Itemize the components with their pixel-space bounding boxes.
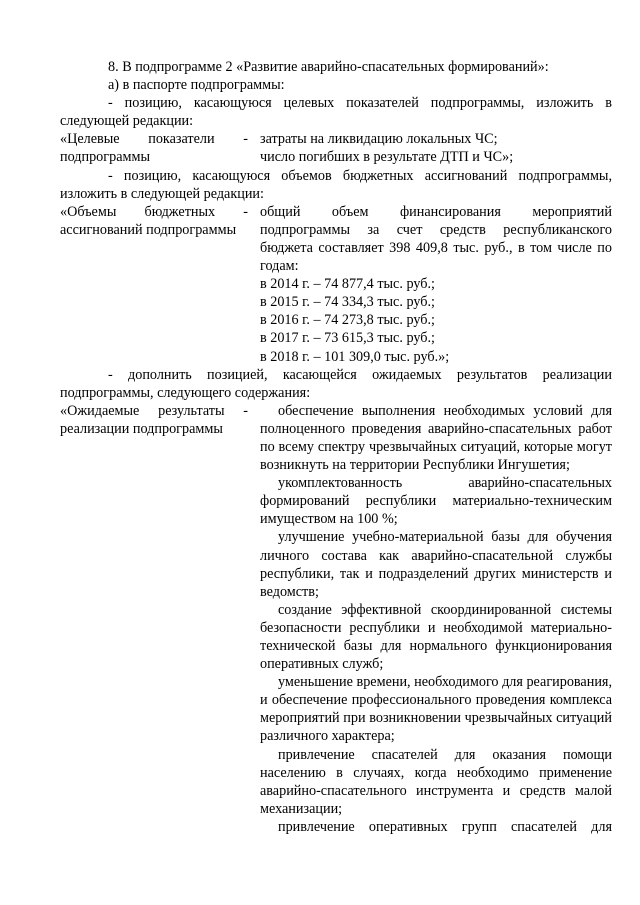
item-budget-intro: - позицию, касающуюся объемов бюджетных ассигнований подпрограммы, изложить в следующей редакции: bbox=[60, 167, 612, 202]
targets-label: «Целевые показатели - подпрограммы bbox=[60, 131, 248, 166]
result-paragraph: обеспечение выполнения необходимых условий для полноценного проведения аварийно-спасательных работ по всему спектру чрезвычайных ситуаций, которые могут возникнуть на территории Республики Ингушетия; bbox=[260, 402, 612, 474]
document-page bbox=[60, 58, 612, 836]
targets-label-cell bbox=[60, 130, 248, 166]
results-value-cell bbox=[260, 402, 612, 836]
budget-year: в 2014 г. – 74 877,4 тыс. руб.; bbox=[260, 276, 435, 293]
target-line: затраты на ликвидацию локальных ЧС; bbox=[260, 131, 498, 148]
budget-year: в 2015 г. – 74 334,3 тыс. руб.; bbox=[260, 294, 435, 311]
item-targets-intro: - позицию, касающуюся целевых показателей подпрограммы, изложить в следующей редакции: bbox=[60, 95, 612, 130]
results-label: «Ожидаемые результаты - реализации подпрограммы bbox=[60, 402, 248, 437]
result-paragraph: уменьшение времени, необходимого для реагирования, и обеспечение профессионального проведения комплекса мероприятий при возникновении чрезвычайных ситуаций различного характера; bbox=[260, 674, 612, 745]
budget-label-cell bbox=[60, 203, 248, 366]
result-paragraph: укомплектованность аварийно-спасательных формирований республики материально-техническим имуществом на 100 %; bbox=[260, 475, 612, 528]
budget-label: «Объемы бюджетных - ассигнований подпрограммы bbox=[60, 203, 248, 238]
section-heading: 8. В подпрограмме 2 «Развитие аварийно-спасательных формирований»: bbox=[108, 59, 549, 75]
result-paragraph: улучшение учебно-материальной базы для обучения личного состава как аварийно-спасательной службы республики, так и подразделений других министерств и ведомств; bbox=[260, 529, 612, 600]
results-row bbox=[60, 402, 612, 836]
budget-row bbox=[60, 203, 612, 366]
targets-row bbox=[60, 130, 612, 166]
targets-value-cell bbox=[260, 130, 612, 166]
budget-total: общий объем финансирования мероприятий подпрограммы за счет средств республиканского бюджета составляет 398 409,8 тыс. руб., в том числе по годам: bbox=[260, 203, 612, 275]
budget-year: в 2016 г. – 74 273,8 тыс. руб.; bbox=[260, 312, 435, 329]
budget-value-cell bbox=[260, 203, 612, 366]
subsection-a: а) в паспорте подпрограммы: bbox=[108, 77, 285, 94]
results-label-cell bbox=[60, 402, 248, 836]
result-paragraph: привлечение спасателей для оказания помощи населению в случаях, когда необходимо применение аварийно-спасательного инструмента и средств малой механизации; bbox=[260, 746, 612, 817]
result-paragraph: привлечение оперативных групп спасателей для bbox=[278, 818, 612, 835]
item-results-intro: - дополнить позицией, касающейся ожидаемых результатов реализации подпрограммы, следующего содержания: bbox=[60, 366, 612, 401]
budget-year: в 2018 г. – 101 309,0 тыс. руб.»; bbox=[260, 348, 450, 365]
result-paragraph: создание эффективной скоординированной системы безопасности республики и необходимой материально-технической базы для нормального функционирования оперативных служб; bbox=[260, 601, 612, 673]
target-line: число погибших в результате ДТП и ЧС»; bbox=[260, 149, 514, 166]
budget-year: в 2017 г. – 73 615,3 тыс. руб.; bbox=[260, 330, 435, 347]
